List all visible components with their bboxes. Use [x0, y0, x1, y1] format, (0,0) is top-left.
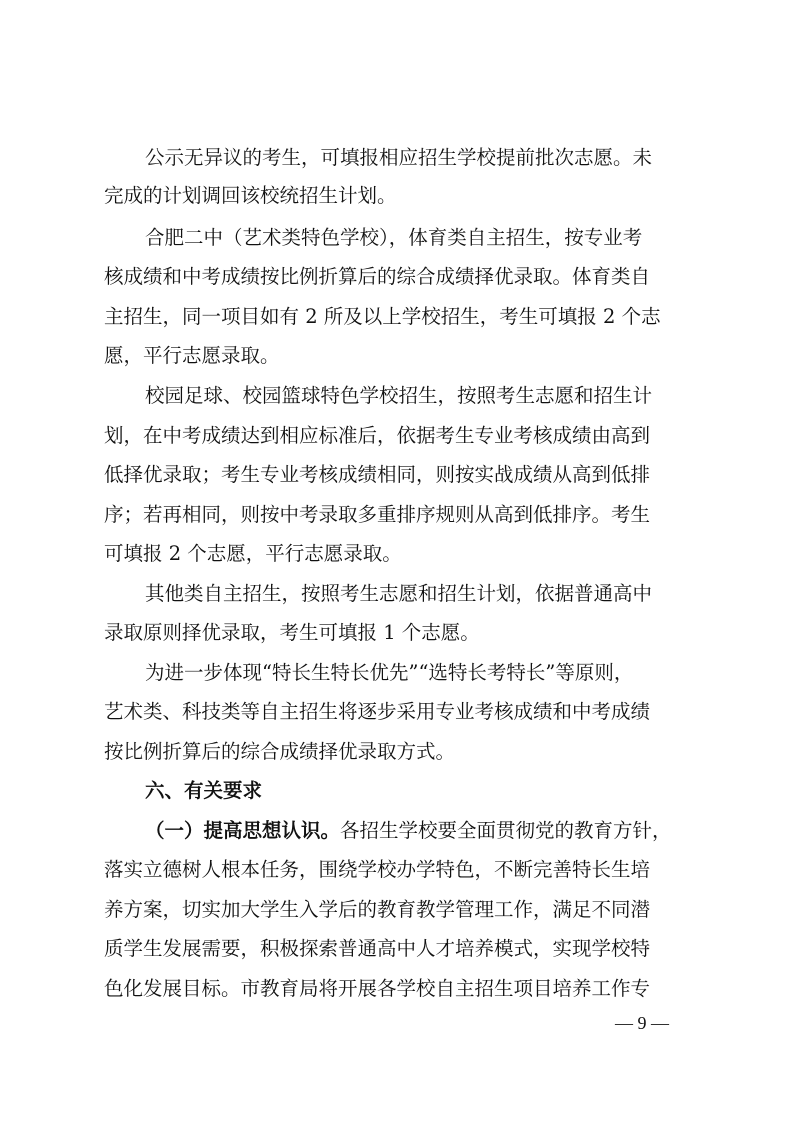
paragraph-line: 主招生，同一项目如有 2 所及以上学校招生，考生可填报 2 个志 — [104, 305, 661, 328]
paragraph-line: 录取原则择优录取，考生可填报 1 个志愿。 — [104, 621, 480, 644]
paragraph-line: 为进一步体现“特长生特长优先”“选特长考特长”等原则， — [145, 661, 634, 684]
paragraph-line: 核成绩和中考成绩按比例折算后的综合成绩择优录取。体育类自 — [104, 265, 651, 288]
paragraph-line: 校园足球、校园篮球特色学校招生，按照考生志愿和招生计 — [145, 384, 653, 407]
paragraph-line: 质学生发展需要，积极探索普通高中人才培养模式，实现学校特 — [104, 937, 651, 960]
paragraph-line: 划，在中考成绩达到相应标准后，依据考生专业考核成绩由高到 — [104, 424, 651, 447]
paragraph-line: 养方案，切实加大学生入学后的教育教学管理工作，满足不同潜 — [104, 898, 651, 921]
paragraph-line: 低择优录取；考生专业考核成绩相同，则按实战成绩从高到低排 — [104, 463, 651, 486]
paragraph-line: 公示无异议的考生，可填报相应招生学校提前批次志愿。未 — [145, 146, 653, 169]
paragraph-line: 愿，平行志愿录取。 — [104, 344, 280, 367]
paragraph-line — [0, 819, 794, 843]
section-heading: 六、有关要求 — [145, 779, 263, 802]
paragraph-line: 完成的计划调回该校统招生计划。 — [104, 184, 397, 207]
paragraph-line: 其他类自主招生，按照考生志愿和招生计划，依据普通高中 — [145, 582, 653, 605]
paragraph-line: 合肥二中（艺术类特色学校），体育类自主招生，按专业考 — [145, 226, 643, 249]
paragraph-line: 落实立德树人根本任务，围绕学校办学特色，不断完善特长生培 — [104, 858, 651, 881]
page-number: — 9 — — [615, 1013, 669, 1033]
paragraph-line: 序；若再相同，则按中考录取多重排序规则从高到低排序。考生 — [104, 503, 651, 526]
paragraph-line: 色化发展目标。市教育局将开展各学校自主招生项目培养工作专 — [104, 977, 651, 1000]
paragraph-text: 各招生学校要全面贯彻党的教育方针， — [340, 819, 672, 842]
paragraph-line: 可填报 2 个志愿，平行志愿录取。 — [104, 542, 402, 565]
sub-heading: （一）提高思想认识。 — [145, 819, 341, 842]
paragraph-line: 艺术类、科技类等自主招生将逐步采用专业考核成绩和中考成绩 — [104, 700, 651, 723]
paragraph-line: 按比例折算后的综合成绩择优录取方式。 — [104, 740, 456, 763]
